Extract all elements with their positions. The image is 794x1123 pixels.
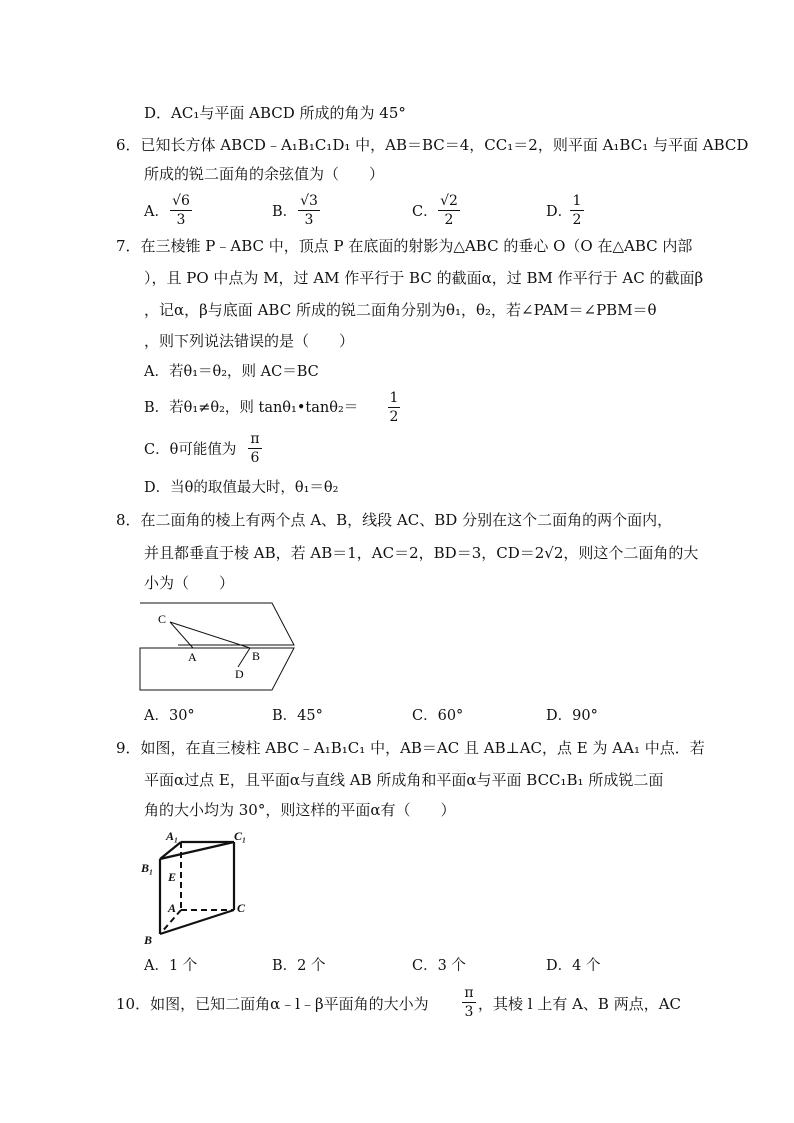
q8-dihedral-figure <box>138 600 298 699</box>
fraction-denominator: 3 <box>176 212 186 228</box>
fraction-numerator: π <box>464 985 474 1001</box>
q7-stem-line2: ），且 PO 中点为 M，过 AM 作平行于 BC 的截面α，过 BM 作平行于 AC 的截面β <box>144 269 704 287</box>
segment-bd <box>238 648 250 667</box>
q8-stem-line2: 并且都垂直于棱 AB，若 AB＝1，AC＝2，BD＝3，CD＝2√2，则这个二面角的大 <box>144 544 699 562</box>
fraction-denominator: 3 <box>464 1004 474 1020</box>
q10-fraction <box>462 985 476 1020</box>
q7-option-b-fraction <box>388 390 400 425</box>
fraction-denominator: 2 <box>572 212 582 228</box>
q6-stem-line1: 6．已知长方体 ABCD﹣A₁B₁C₁D₁ 中，AB＝BC＝4，CC₁＝2，则平面 A₁BC₁ 与平面 ABCD <box>116 136 749 154</box>
fraction-denominator: 3 <box>304 212 314 228</box>
q5-option-d: D．AC₁与平面 ABCD 所成的角为 45° <box>144 104 406 122</box>
fraction-numerator: 1 <box>389 390 399 406</box>
q9-option-c: C．3 个 <box>412 958 466 974</box>
fig-label-a1: A₁ <box>166 829 179 843</box>
q9-option-b: B．2 个 <box>272 958 326 974</box>
fig-label-c: C <box>158 612 167 626</box>
q8-stem-line3: 小为（ ） <box>144 574 235 592</box>
q6-option-a-fraction <box>170 193 192 228</box>
fraction-numerator: 1 <box>572 193 582 209</box>
q6-option-a-label: A． <box>144 204 169 220</box>
q8-stem-line1: 8．在二面角的棱上有两个点 A、B，线段 AC、BD 分别在这个二面角的两个面内， <box>116 511 673 529</box>
fraction-denominator: 2 <box>444 212 454 228</box>
q8-option-d: D．90° <box>546 708 598 724</box>
q8-option-b: B．45° <box>272 708 323 724</box>
q6-option-c-fraction <box>438 193 460 228</box>
q7-option-b: B．若θ₁≠θ₂，则 tanθ₁•tanθ₂＝ <box>144 400 359 416</box>
q10-stem-line1b: ，其棱 l 上有 A、B 两点，AC <box>478 995 682 1013</box>
q9-prism-figure <box>138 826 258 952</box>
fig-label-c1: C₁ <box>234 829 247 843</box>
fig-label-b: B <box>144 933 153 947</box>
q7-stem-line4: ，则下列说法错误的是（ ） <box>144 332 355 350</box>
fig-label-d: D <box>235 667 244 681</box>
fig-label-e: E <box>168 870 177 884</box>
fig-label-c: C <box>237 901 246 915</box>
q6-option-b-fraction <box>298 193 320 228</box>
fraction-denominator: 6 <box>250 450 260 466</box>
q6-option-b-label: B． <box>272 204 298 220</box>
q9-stem-line3: 角的大小均为 30°，则这样的平面α有（ ） <box>144 801 456 819</box>
q7-option-d: D．当θ的取值最大时，θ₁＝θ₂ <box>144 480 339 496</box>
q7-stem-line1: 7．在三棱锥 P﹣ABC 中，顶点 P 在底面的射影为△ABC 的垂心 O（O 在△ABC 内部 <box>116 237 693 255</box>
q9-stem-line2: 平面α过点 E，且平面α与直线 AB 所成角和平面α与平面 BCC₁B₁ 所成锐二面 <box>144 771 664 789</box>
q6-option-d-fraction <box>570 193 584 228</box>
fraction-numerator: √6 <box>172 193 190 209</box>
fig-label-a: A <box>188 650 197 664</box>
q8-option-c: C．60° <box>412 708 464 724</box>
q7-option-c-fraction <box>248 431 262 466</box>
q9-stem-line1: 9．如图，在直三棱柱 ABC﹣A₁B₁C₁ 中，AB＝AC 且 AB⊥AC，点 E 为 AA₁ 中点．若 <box>116 739 705 757</box>
q6-option-c-label: C． <box>412 204 438 220</box>
fig-label-b: B <box>252 649 261 663</box>
fig-label-b1: B₁ <box>141 861 154 875</box>
fig-label-a: A <box>168 901 177 915</box>
q7-option-a: A．若θ₁＝θ₂，则 AC＝BC <box>144 364 319 380</box>
lower-plane <box>140 648 294 690</box>
q10-stem-line1a: 10．如图，已知二面角α﹣l﹣β平面角的大小为 <box>116 995 429 1013</box>
q7-stem-line3: ，记α，β与底面 ABC 所成的锐二面角分别为θ₁，θ₂，若∠PAM＝∠PBM＝θ <box>144 301 657 319</box>
q7-option-c: C．θ可能值为 <box>144 442 237 458</box>
q8-option-a: A．30° <box>144 708 195 724</box>
q9-option-d: D．4 个 <box>546 958 601 974</box>
fraction-numerator: π <box>250 431 260 447</box>
fraction-denominator: 2 <box>389 409 399 425</box>
fraction-numerator: √2 <box>440 193 458 209</box>
q6-option-d-label: D． <box>546 204 573 220</box>
fraction-numerator: √3 <box>300 193 318 209</box>
q9-option-a: A．1 个 <box>144 958 198 974</box>
q6-stem-line2: 所成的锐二面角的余弦值为（ ） <box>144 165 385 183</box>
